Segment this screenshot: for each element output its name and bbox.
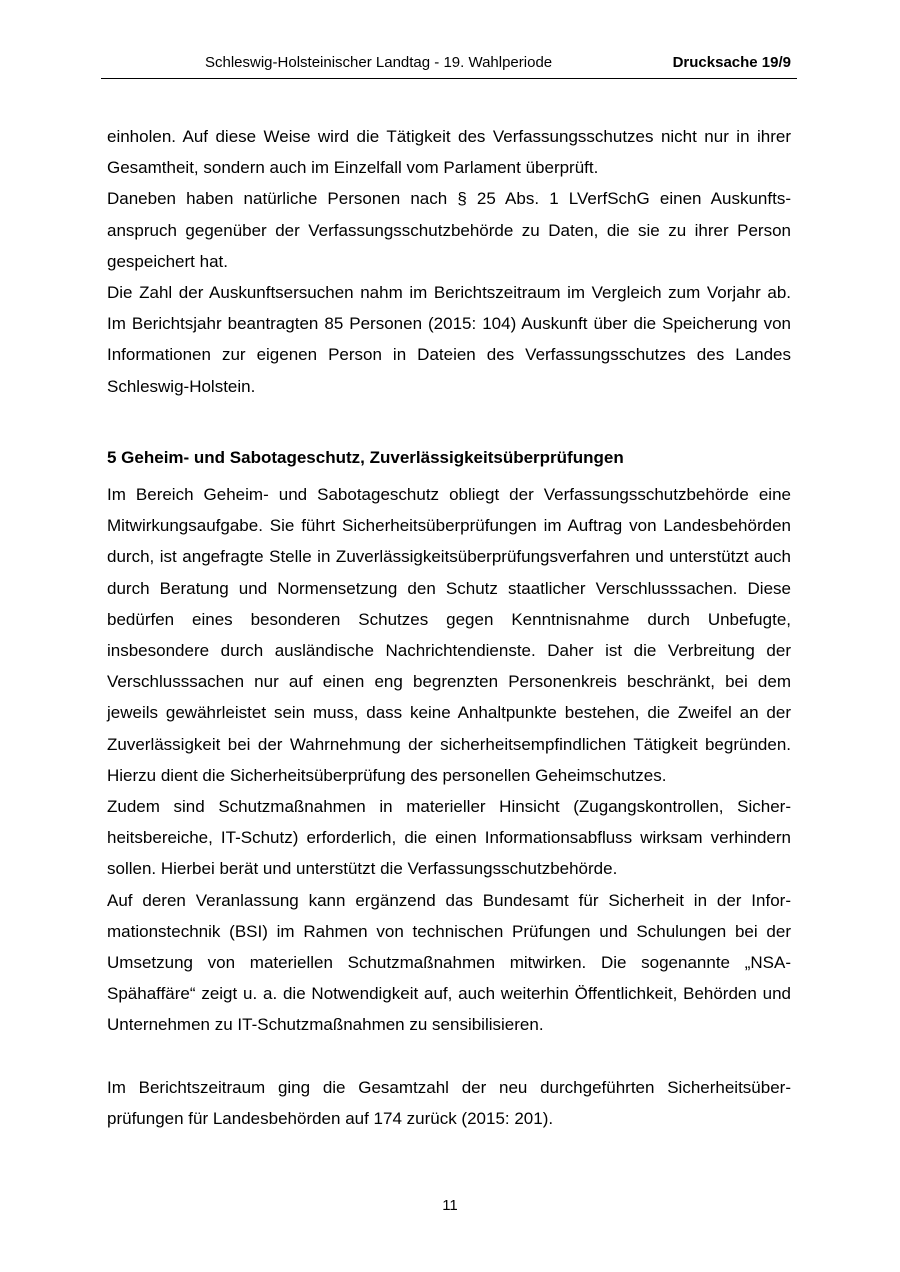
paragraph: Im Bereich Geheim- und Sabotageschutz obliegt der Verfassungsschutzbehörde eine Mitwirkungsaufgabe. Sie führt Sicherheitsüberprüfungen im Auftrag von Landesbehörden durch, ist angefragte Stelle in Zuverlässigkeitsüberprüfungsverfahren und unterstützt auch durch Beratung und Normensetzung den Schutz staatlicher Verschlusssachen. Diese bedürfen eines besonderen Schutzes gegen Kenntnisnahme durch Unbefugte, insbesondere durch ausländische Nachrichtendienste. Daher ist die Verbreitung der Verschlusssachen nur auf einen eng begrenzten Personenkreis beschränkt, bei dem jeweils gewährleistet sein muss, dass keine Anhaltpunkte bestehen, die Zweifel an der Zuverlässigkeit bei der Wahrnehmung der sicherheitsempfindlichen Tätigkeit begründen. Hierzu dient die Sicherheitsüberprüfung des personellen Geheimschutzes.	[107, 485, 791, 785]
paragraph: Auf deren Veranlassung kann ergänzend das Bundesamt für Sicherheit in der Informationstechnik (BSI) im Rahmen von technischen Prüfungen und Schulungen bei der Umsetzung von materiellen Schutzmaßnahmen mitwirken. Die sogenannte „NSA-Spähaffäre“ zeigt u. a. die Notwendigkeit auf, auch weiterhin Öffentlichkeit, Behörden und Unternehmen zu IT-Schutzmaßnahmen zu sensibilisieren.	[107, 890, 791, 1035]
document-body	[107, 121, 791, 1134]
page-number: 11	[442, 1197, 458, 1214]
paragraph: einholen. Auf diese Weise wird die Tätigkeit des Verfassungsschutzes nicht nur in ihrer Gesamtheit, sondern auch im Einzelfall vom Parlament überprüft.	[107, 127, 791, 178]
document-number: Drucksache 19/9	[672, 54, 791, 71]
section-heading: 5 Geheim- und Sabotageschutz, Zuverlässigkeitsüberprüfungen	[107, 447, 624, 467]
paragraph-spacer	[107, 1041, 791, 1072]
header-title: Schleswig-Holsteinischer Landtag - 19. Wahlperiode	[205, 54, 553, 71]
page-header	[101, 52, 797, 79]
paragraph: Im Berichtszeitraum ging die Gesamtzahl der neu durchgeführten Sicherheitsüberprüfungen für Landesbehörden auf 174 zurück (2015: 201).	[107, 1077, 791, 1129]
paragraph: Zudem sind Schutzmaßnahmen in materieller Hinsicht (Zugangskontrollen, Sicherheitsbereiche, IT-Schutz) erforderlich, die einen Informationsabfluss wirksam verhindern sollen. Hierbei berät und unterstützt die Verfassungsschutzbehörde.	[107, 797, 791, 879]
paragraph: Daneben haben natürliche Personen nach § 25 Abs. 1 LVerfSchG einen Auskunftsanspruch gegenüber der Verfassungsschutzbehörde zu Daten, die sie zu ihrer Person gespeichert hat.	[107, 189, 791, 271]
paragraph: Die Zahl der Auskunftsersuchen nahm im Berichtszeitraum im Vergleich zum Vorjahr ab. Im Berichtsjahr beantragten 85 Personen (2015: 104) Auskunft über die Speicherung von Informationen zur eigenen Person in Dateien des Verfassungsschutzes des Landes Schleswig-Holstein.	[107, 283, 791, 396]
